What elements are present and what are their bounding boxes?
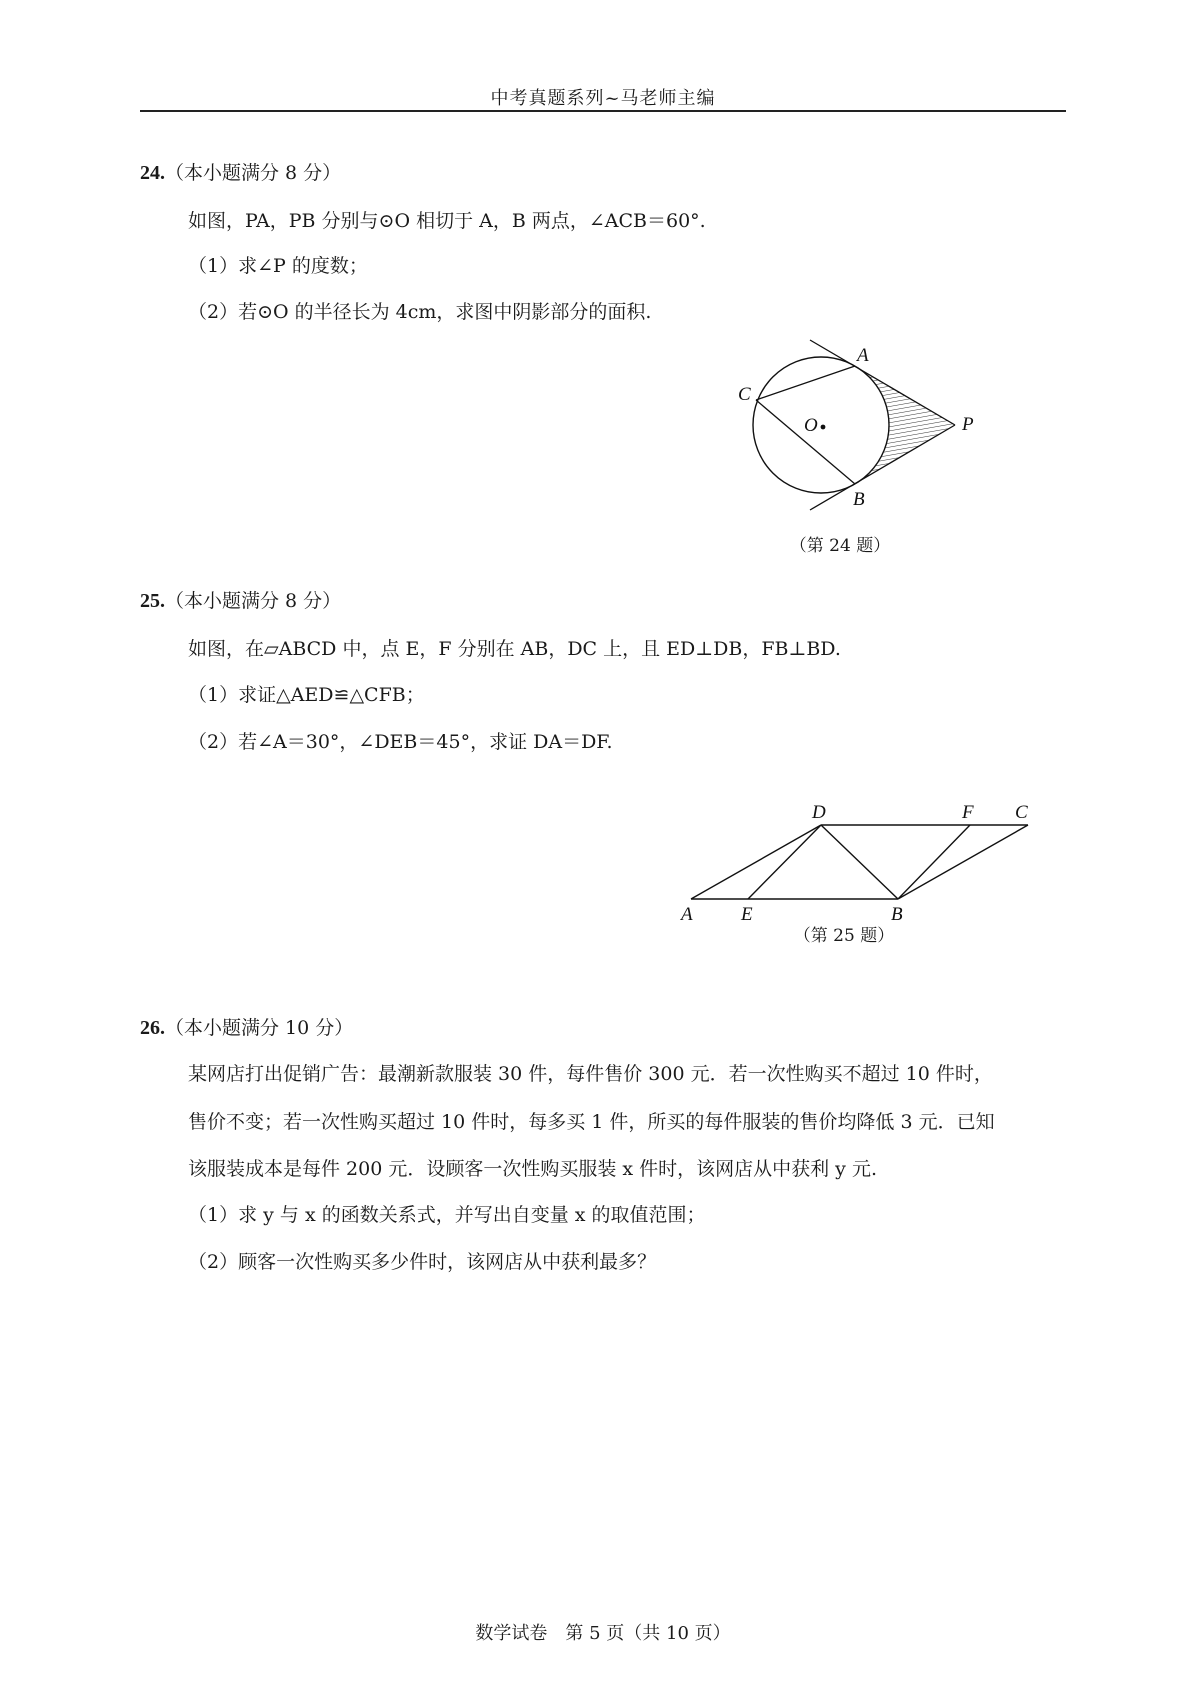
q24-shaded-region bbox=[855, 366, 955, 484]
q25-part2: （2）若∠A＝30°，∠DEB＝45°，求证 DA＝DF. bbox=[188, 731, 613, 753]
q24-stem: 如图，PA，PB 分别与⊙O 相切于 A，B 两点，∠ACB＝60°. bbox=[188, 210, 706, 232]
q26-line1: 某网店打出促销广告：最潮新款服装 30 件，每件售价 300 元．若一次性购买不超过 10 件时， bbox=[188, 1063, 993, 1085]
q26-number: 26. bbox=[140, 1017, 165, 1039]
q26-line3: 该服装成本是每件 200 元．设顾客一次性购买服装 x 件时，该网店从中获利 y 元. bbox=[188, 1158, 877, 1180]
q24-title bbox=[140, 158, 341, 185]
q26-part2: （2）顾客一次性购买多少件时，该网店从中获利最多？ bbox=[188, 1251, 657, 1273]
page-footer: 数学试卷 第 5 页（共 10 页） bbox=[475, 1623, 731, 1644]
q25-segment-FB bbox=[898, 825, 970, 899]
q25-side-BC bbox=[898, 825, 1028, 899]
q24-label-P: P bbox=[962, 414, 974, 435]
q26-title bbox=[140, 1013, 353, 1040]
q25-score: （本小题满分 8 分） bbox=[165, 590, 342, 612]
q25-label-C: C bbox=[1015, 802, 1028, 823]
page-header: 中考真题系列~马老师主编 bbox=[490, 88, 716, 109]
q25-label-A: A bbox=[681, 904, 693, 925]
q24-figure bbox=[700, 330, 1000, 520]
q24-label-O: O bbox=[804, 415, 818, 436]
q25-label-F: F bbox=[962, 802, 974, 823]
q25-segment-ED bbox=[748, 825, 821, 899]
q24-score: （本小题满分 8 分） bbox=[165, 162, 342, 184]
q24-tangent-PB bbox=[810, 425, 955, 510]
q24-part2: （2）若⊙O 的半径长为 4cm，求图中阴影部分的面积. bbox=[188, 301, 652, 323]
header-rule bbox=[140, 110, 1066, 112]
q26-part1: （1）求 y 与 x 的函数关系式，并写出自变量 x 的取值范围； bbox=[188, 1204, 706, 1226]
q25-label-D: D bbox=[812, 802, 826, 823]
q24-tangent-PA bbox=[810, 340, 955, 425]
q25-part1: （1）求证△AED≌△CFB； bbox=[188, 684, 425, 706]
q25-label-E: E bbox=[741, 904, 753, 925]
q24-chord-CA bbox=[756, 366, 855, 400]
q24-caption: （第 24 题） bbox=[789, 536, 891, 556]
q25-diagonal-DB bbox=[821, 825, 898, 899]
q25-caption: （第 25 题） bbox=[793, 926, 895, 946]
q25-side-AD bbox=[691, 825, 821, 899]
q24-label-C: C bbox=[738, 384, 751, 405]
q26-score: （本小题满分 10 分） bbox=[165, 1017, 354, 1039]
q25-stem: 如图，在▱ABCD 中，点 E，F 分别在 AB，DC 上，且 ED⊥DB，FB⊥BD. bbox=[188, 638, 841, 660]
q25-figure bbox=[670, 800, 1050, 930]
q24-number: 24. bbox=[140, 162, 165, 184]
q25-number: 25. bbox=[140, 590, 165, 612]
q24-center-dot bbox=[821, 425, 826, 430]
q25-title bbox=[140, 586, 341, 613]
q24-label-B: B bbox=[853, 489, 865, 510]
q25-label-B: B bbox=[891, 904, 903, 925]
q24-part1: （1）求∠P 的度数； bbox=[188, 255, 368, 277]
q24-label-A: A bbox=[857, 345, 869, 366]
q26-line2: 售价不变；若一次性购买超过 10 件时，每多买 1 件，所买的每件服装的售价均降低 3 元．已知 bbox=[188, 1111, 995, 1133]
